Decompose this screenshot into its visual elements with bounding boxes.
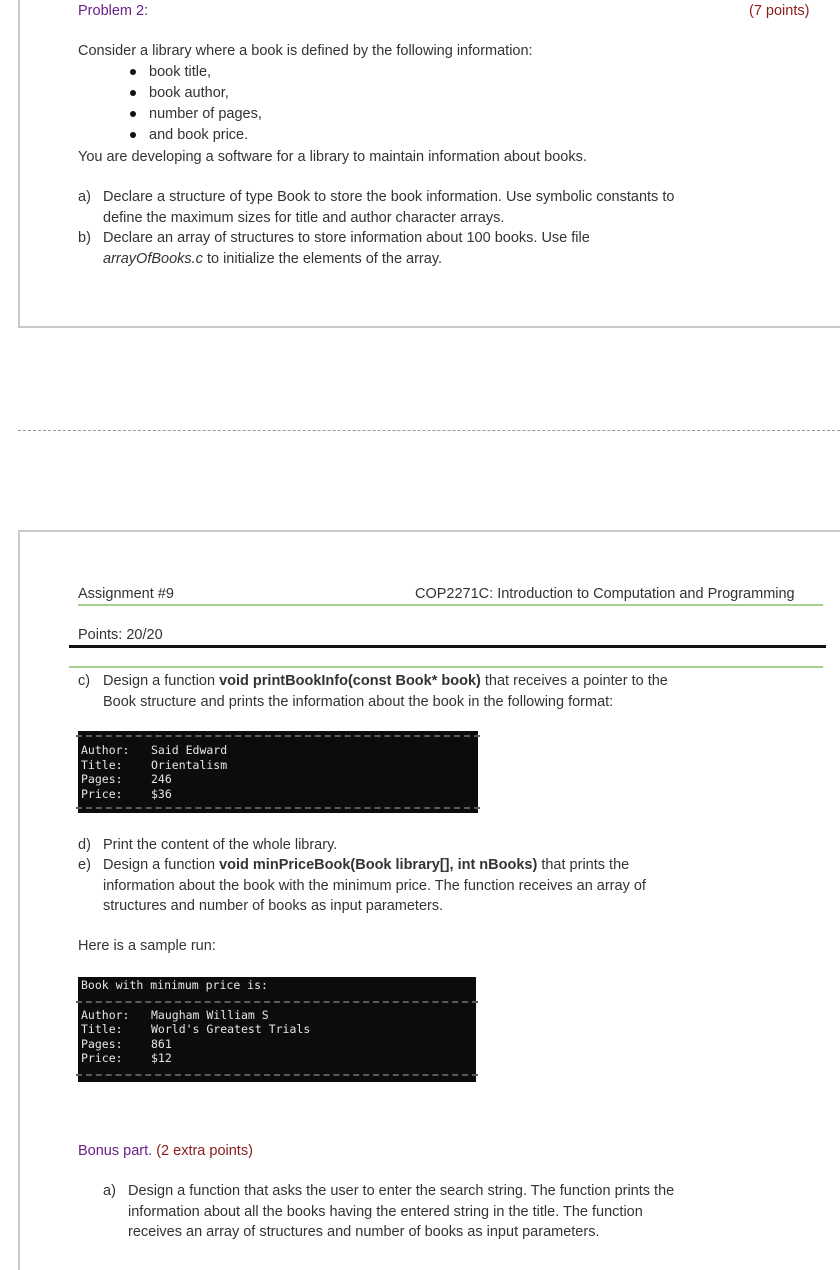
problem-points: (7 points) <box>749 3 810 19</box>
part-b-line-2 <box>103 249 590 270</box>
bonus-heading <box>78 1141 253 1161</box>
field-list <box>126 62 262 146</box>
page-break-divider <box>18 430 840 431</box>
console-row-author: Author: Maugham William S <box>81 1007 269 1022</box>
part-b-line-2-rest: to initialize the elements of the array. <box>202 250 443 267</box>
part-b-label: b) <box>78 230 91 246</box>
part-b <box>78 228 590 269</box>
problem-context: You are developing a software for a library to maintain information about books. <box>78 149 587 165</box>
problem-title: Problem 2: <box>78 3 149 19</box>
header-points: Points: 20/20 <box>78 627 163 643</box>
console-heading: Book with minimum price is: <box>81 978 268 992</box>
part-e-label: e) <box>78 857 91 873</box>
part-a-line-1: Declare a structure of type Book to store the book information. Use symbolic constants to <box>103 189 675 205</box>
header-rule-2 <box>69 666 823 668</box>
bonus-line-1: Design a function that asks the user to enter the search string. The function prints the <box>128 1183 675 1199</box>
bonus-line-2: information about all the books having the entered string in the title. The function <box>128 1203 643 1220</box>
file-name: arrayOfBooks.c <box>103 250 203 267</box>
list-item: book title, <box>126 62 262 83</box>
part-b-line-1: Declare an array of structures to store information about 100 books. Use file <box>103 230 590 246</box>
bonus-extra-points: (2 extra points) <box>156 1143 253 1159</box>
bonus-part-a-label: a) <box>103 1183 116 1199</box>
bonus-title: Bonus part. <box>78 1143 153 1159</box>
part-d <box>78 835 337 856</box>
console-row-pages: Pages: 861 <box>81 1036 172 1051</box>
part-a <box>78 187 674 228</box>
header-thick-rule <box>69 645 826 648</box>
header-left: Assignment #9 <box>78 586 174 602</box>
part-c-line-2: Book structure and prints the information about the book in the following format: <box>103 693 614 710</box>
console-row-title: Title: Orientalism <box>81 757 228 772</box>
function-signature: void minPriceBook(Book library[], int nBooks) <box>219 857 538 873</box>
bonus-line-3: receives an array of structures and number of books as input parameters. <box>128 1224 600 1240</box>
list-item: number of pages, <box>126 104 262 125</box>
console-separator <box>76 1074 478 1076</box>
part-e-line-1: Design a function void minPriceBook(Book library[], int nBooks) that prints the <box>103 857 630 873</box>
problem-intro: Consider a library where a book is defined by the following information: <box>78 43 533 59</box>
sample-run-label: Here is a sample run: <box>78 938 216 954</box>
function-signature: void printBookInfo(const Book* book) <box>219 673 481 689</box>
header-right: COP2271C: Introduction to Computation and Programming <box>415 586 795 602</box>
part-d-label: d) <box>78 837 91 853</box>
console-row-price: Price: $12 <box>81 1051 172 1066</box>
console-row-price: Price: $36 <box>81 786 172 801</box>
header-rule <box>78 604 823 606</box>
list-item: and book price. <box>126 125 262 146</box>
part-d-text: Print the content of the whole library. <box>103 837 338 853</box>
part-e-line-2: information about the book with the minimum price. The function receives an array of <box>103 877 646 894</box>
bonus-part-a <box>103 1181 674 1243</box>
part-a-line-2: define the maximum sizes for title and author character arrays. <box>103 209 505 226</box>
console-output-1 <box>78 731 478 813</box>
console-output-2 <box>78 977 476 1082</box>
part-a-label: a) <box>78 189 91 205</box>
console-row-title: Title: World's Greatest Trials <box>81 1022 311 1037</box>
list-item: book author, <box>126 83 262 104</box>
part-c-line-1: Design a function void printBookInfo(const Book* book) that receives a pointer to the <box>103 673 668 689</box>
part-e-line-3: structures and number of books as input parameters. <box>103 898 444 914</box>
part-e <box>78 855 646 917</box>
part-c <box>78 671 668 712</box>
console-separator <box>76 807 480 809</box>
console-row-pages: Pages: 246 <box>81 772 172 787</box>
part-c-label: c) <box>78 673 91 689</box>
console-row-author: Author: Said Edward <box>81 743 228 757</box>
